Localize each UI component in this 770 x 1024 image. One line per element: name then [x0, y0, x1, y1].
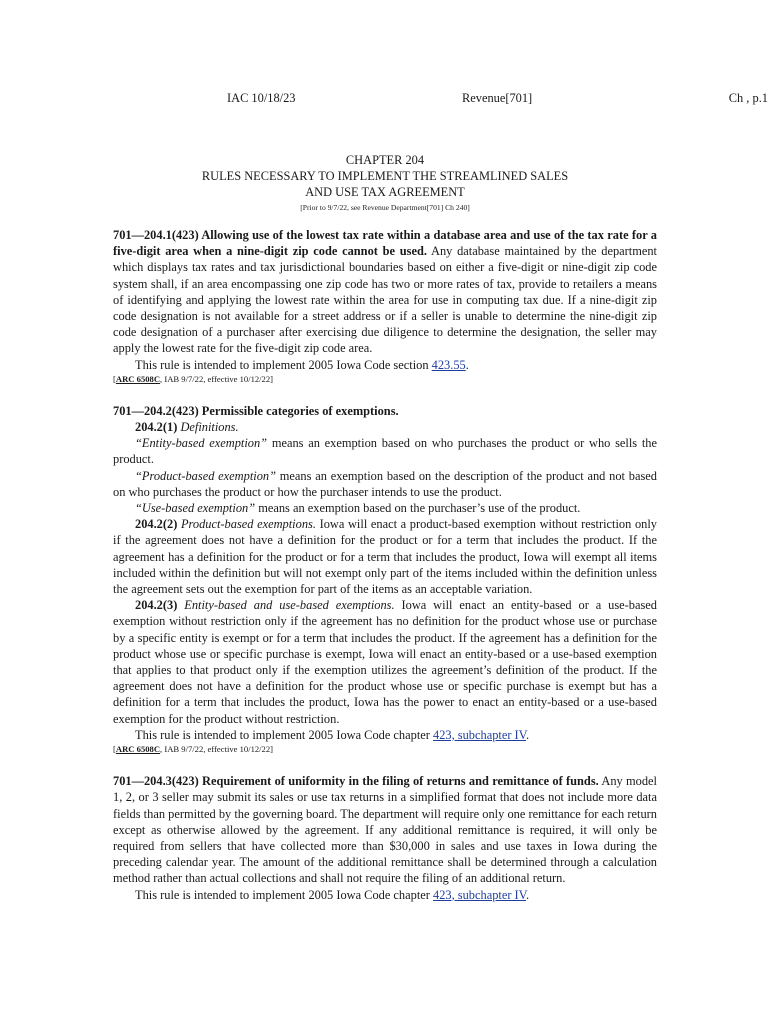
definition-use-based: “Use-based exemption” means an exemption based on the purchaser’s use of the product. [135, 501, 581, 516]
definition-entity-based: “Entity-based exemption” means an exemption based on who purchases the product or who sells the product. [113, 436, 657, 467]
header-center: Revenue[701] [462, 91, 533, 105]
chapter-title-block [113, 152, 657, 216]
subrule-204-2-1: 204.2(1) Definitions. [135, 420, 239, 435]
rule-204-3-implement: This rule is intended to implement 2005 Iowa Code chapter 423, subchapter IV. [135, 887, 530, 902]
rule-204-1-body: Any database maintained by the department which displays tax rates and tax jurisdictional boundaries based on either a five-digit or nine-digit zip code system shall, if an area encompassing one zip code has two or more rates of tax, provide to retailers a means of identifying and applying the lowest rate within the area for use in computing tax due. If a nine-digit zip code designation is not available for a street address or if a seller is unable to determine the nine-digit zip code designation of a purchaser after exercising due diligence to determine the designation, the seller may apply the lowest rate for the five-digit zip code area. [113, 244, 657, 356]
rule-204-2-heading-paragraph [113, 403, 657, 419]
chapter-number: CHAPTER 204 [345, 153, 425, 167]
rule-204-1-source-note: [ARC 6508C, IAB 9/7/22, effective 10/12/22] [113, 373, 274, 384]
code-chapter-link[interactable]: 423, subchapter IV [433, 887, 527, 902]
rule-204-1-paragraph [113, 227, 657, 357]
definition-product-based: “Product-based exemption” means an exemption based on the description of the product and not based on who purchases the product or how the purchaser intends to use the product. [113, 468, 658, 499]
rule-204-3-heading: 701—204.3(423) Requirement of uniformity in the filing of returns and remittance of funds. [113, 774, 599, 789]
header-page-number: Ch , p.1 [728, 91, 768, 105]
chapter-prior-note: [Prior to 9/7/22, see Revenue Department[701] Ch 240] [300, 203, 470, 212]
arc-link[interactable]: ARC 6508C [115, 373, 161, 384]
code-chapter-link[interactable]: 423, subchapter IV [433, 727, 527, 742]
chapter-title-line-2: AND USE TAX AGREEMENT [305, 185, 465, 199]
rule-204-2-heading: 701—204.2(423) Permissible categories of exemptions. [113, 403, 399, 418]
rule-204-1-heading: 701—204.1(423) Allowing use of the lowest tax rate within a database area and use of the tax rate for a five-digit area when a nine-digit zip code cannot be used. [113, 228, 657, 259]
rule-204-3-paragraph [113, 773, 657, 886]
rule-204-1-implement: This rule is intended to implement 2005 Iowa Code section 423.55. [135, 357, 469, 372]
code-section-link[interactable]: 423.55 [431, 357, 466, 372]
rule-204-2-source-note: [ARC 6508C, IAB 9/7/22, effective 10/12/22] [113, 744, 274, 755]
header-left: IAC 10/18/23 [227, 91, 296, 105]
arc-link[interactable]: ARC 6508C [115, 744, 161, 755]
document-body [113, 227, 657, 903]
rule-204-3-body: Any model 1, 2, or 3 seller may submit its sales or use tax returns in a simplified format that does not include more data fields than permitted by the governing board. The department will require only one remittance for each return except as otherwise allowed by the agreement. If any additional remittance is required, it will only be required from sellers that have collected more than $30,000 in sales and use taxes in Iowa during the preceding calendar year. The amount of the additional remittance shall be determined through a calculation method rather than actual collections and shall not require the filing of an additional return. [113, 774, 657, 886]
chapter-title-line-1: RULES NECESSARY TO IMPLEMENT THE STREAMLINED SALES [201, 169, 569, 183]
rule-204-2-implement: This rule is intended to implement 2005 Iowa Code chapter 423, subchapter IV. [135, 727, 530, 742]
subrule-204-2-3: 204.2(3) Entity-based and use-based exemptions. Iowa will enact an entity-based or a use-based exemption without restriction only if the agreement has no definition for the product whose use or purchase by a specific entity is exempt or for a term that includes the product. If the agreement has a definition for the product whose use or specific purchase is exempt, Iowa will enact an entity-based or a use-based exemption that applies to that product only if the exemption utilizes the agreement’s definition of the product. If the agreement does not have a definition for the product whose use or specific purchase is exempt but has a definition for a term that includes the product, Iowa has the power to enact an entity-based or a use-based exemption for the product without restriction. [113, 598, 657, 726]
subrule-204-2-2: 204.2(2) Product-based exemptions. Iowa will enact a product-based exemption without restriction only if the agreement does not have a definition for the product or for a term that includes the product. If the agreement has a definition for the product or for a term that includes the product, Iowa will exempt all items included within the definition but will not exempt only part of the items included within the definition unless the agreement sets out the exemption for part of the items as an acceptable variation. [113, 517, 657, 597]
